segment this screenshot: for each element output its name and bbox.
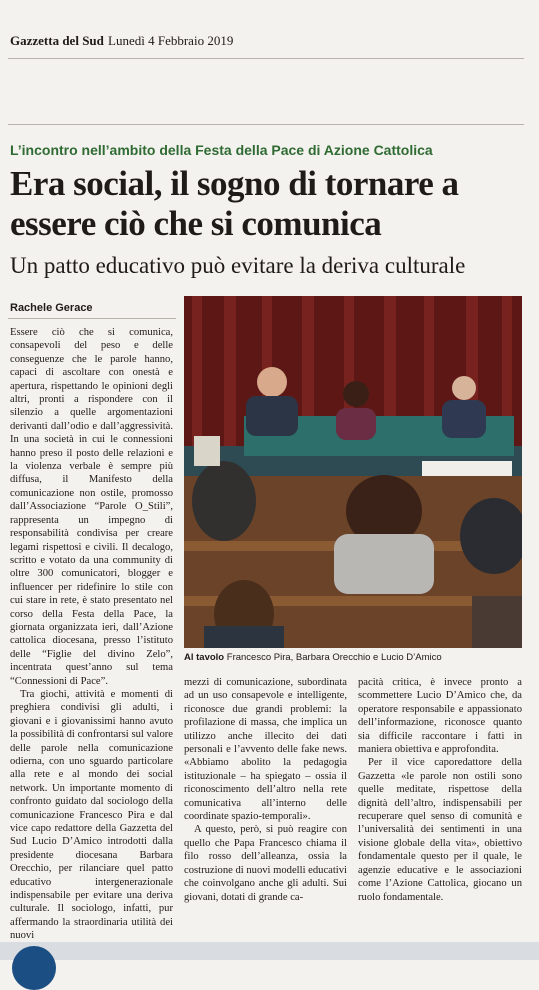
caption-lead: Al tavolo — [184, 652, 225, 663]
article-subtitle: Un patto educativo può evitare la deriva culturale — [10, 253, 466, 278]
newspaper-name: Gazzetta del Sud — [10, 33, 104, 48]
column-2 — [184, 676, 347, 904]
paragraph: Essere ciò che si comunica, consapevoli del peso e delle conseguenze che le parole hanno, capaci di ascoltare con onestà e apertura, rispettando le opinioni degli altri, pronti a rispondere con il silenzio a quelle argomentazioni derivanti dall’odio e dall’aggressività. In una società in cui le connessioni hanno preso il posto delle relazioni e la violenza verbale è sempre più diffusa, il Manifesto della comunicazione non ostile, promosso dall’Associazione “Parole O_Stili”, rappresenta un impegno di responsabilità condivisa per creare legami rispettosi e civili. Il decalogo, scritto e votato da una community di oltre 300 comunicatori, blogger e influencer per ridefinire lo stile con cui stare in rete, è stato presentato nel corso della Festa della Pace, la giornata organizzata ieri, dall’Azione cattolica diocesana, presso l’istituto delle “Figlie del divino Zelo”, incentrata quest’anno sul tema “Connessioni di Pace”. — [10, 327, 173, 687]
caption-text: Francesco Pira, Barbara Orecchio e Lucio D’Amico — [226, 652, 442, 663]
header-rule — [8, 58, 524, 59]
event-photo — [184, 296, 522, 648]
author-rule — [8, 318, 176, 319]
paragraph: pacità critica, è invece pronto a scommettere Lucio D’Amico che, da operatore responsabile e appassionato dell’informazione, riconosce quanto sia difficile raccontare i fatti in maniera obiettiva e approfondita. — [358, 677, 522, 756]
photo-caption — [184, 652, 442, 663]
issue-date: Lunedì 4 Febbraio 2019 — [108, 33, 234, 48]
newspaper-header — [10, 33, 233, 49]
column-1 — [10, 326, 173, 943]
article-kicker: L’incontro nell’ambito della Festa della Pace di Azione Cattolica — [10, 142, 433, 158]
footer-logo-circle — [12, 946, 56, 990]
article-top-rule — [8, 124, 524, 125]
article-author: Rachele Gerace — [10, 302, 93, 314]
footer-bar — [0, 942, 539, 960]
paragraph: mezzi di comunicazione, subordinata ad un uso consapevole e intelligente, riconosce due grandi problemi: la profilazione di massa, che implica un utilizzo anche illecito dei dati personali e l’avvento delle fake news. «Abbiamo abolito la pedagogia istituzionale – ha spiegato – ossia il riconoscimento dell’altro nella rete comunicativa all’interno delle coordinate spazio-temporali». — [184, 677, 347, 823]
article-title: Era social, il sogno di tornare a essere ciò che si comunica — [10, 164, 459, 243]
paragraph: A questo, però, si può reagire con quello che Papa Francesco chiama il filo rosso dell’alleanza, ossia la costruzione di nuovi modelli educativi che coinvolgano anche gli adulti. Sui giovani, dotati di grande ca- — [184, 824, 347, 903]
paragraph: Tra giochi, attività e momenti di preghiera condivisi gli adulti, i giovani e i giovanissimi hanno avuto la possibilità di confrontarsi sul valore delle parole nella comunicazione odierna, con uno sguardo particolare alla rete e al mondo dei social network. Un importante momento di confronto guidato dal sociologo della comunicazione Francesco Pira e dal vice capo redattore della Gazzetta del Sud Lucio D’Amico introdotti dalla presidente diocesana Barbara Orecchio, per rilanciare quel patto educativo intergenerazionale indispensabile per evitare una deriva culturale. Il sociologo, infatti, pur affermando la straordinaria utilità dei nuovi — [10, 688, 173, 942]
column-3 — [358, 676, 522, 904]
photo-illustration — [184, 296, 522, 648]
paragraph: Per il vice caporedattore della Gazzetta «le parole non ostili sono quelle meditate, rispettose della dignità dell’altro, indispensabili per recuperare quel senso di comunità e l’universalità dei sentimenti in una visione globale della vita», obiettivo fondamentale questo per il quale, le agenzie educative e le associazioni come l’Azione Cattolica, giocano un ruolo fondamentale. — [358, 757, 522, 903]
